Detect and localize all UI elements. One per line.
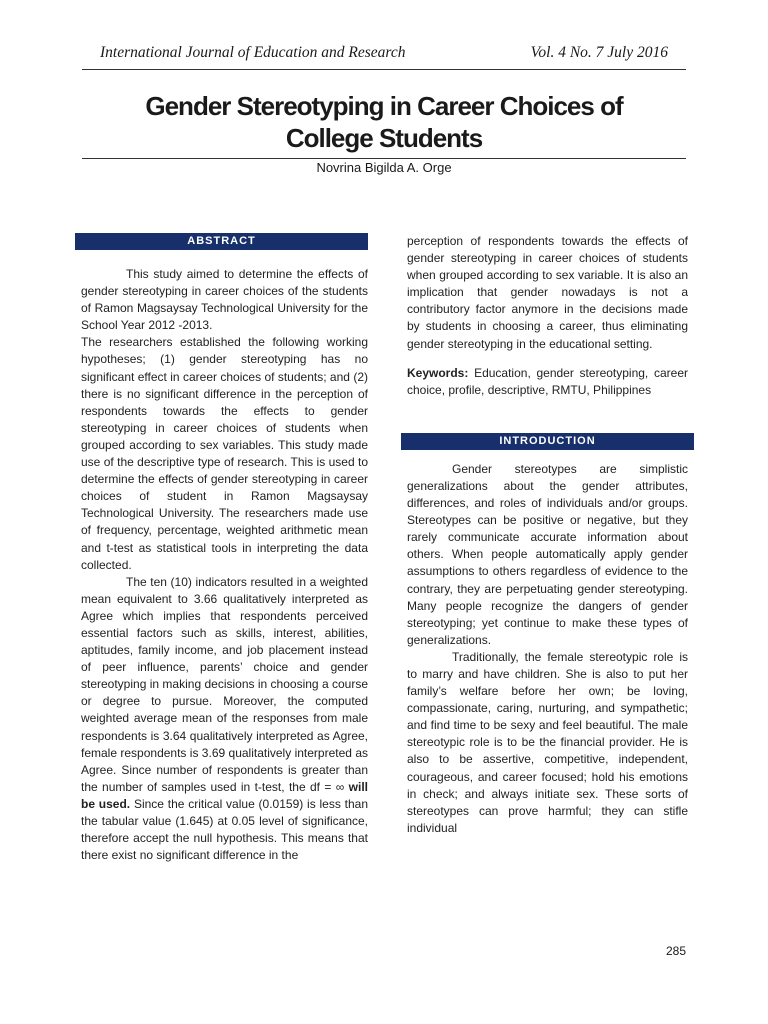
running-header (100, 44, 668, 62)
left-column (75, 233, 368, 864)
abstract-paragraph-2: The researchers established the following working hypotheses; (1) gender stereotyping has no significant effect in career choices of students; and (2) there is no significant difference in the perception of respondents towards the effects to gender stereotyping in career choices of students when grouped according to sex variables. This study made use of the descriptive type of research. This is used to determine the effects of gender stereotyping in career choices of student in Ramon Magsaysay Technological University. The researchers made use of frequency, percentage, weighted arithmetic mean and t-test as statistical tools in interpreting the data collected. (81, 335, 368, 572)
introduction-paragraph-2: Traditionally, the female stereotypic role is to marry and have children. She is also to put her family’s welfare before her own; be loving, compassionate, caring, nurturing, and sympathetic; and find time to be sexy and feel beautiful. The male stereotypic role is to be the financial provider. He is also to be assertive, competitive, independent, courageous, and career focused; hold his emotions in check; and always initiate sex. These sorts of stereotypes can prove harmful; they can stifle individual (407, 649, 688, 835)
keywords-label: Keywords: (407, 365, 469, 380)
abstract-paragraph-4: perception of respondents towards the effects of gender stereotyping in career choices of students when grouped according to sex variable. It is also an implication that gender nowadays is not a contributory factor anymore in the decisions made by students in choosing a career, thus eliminating gender stereotyping in the educational setting. (407, 234, 688, 351)
introduction-heading: INTRODUCTION (401, 433, 694, 450)
abstract-paragraph-1: This study aimed to determine the effects of gender stereotyping in career choices of the students of Ramon Magsaysay Technological University for the School Year 2012 -2013. (81, 267, 368, 333)
right-column (401, 233, 694, 837)
keywords (401, 365, 694, 399)
abstract-heading: ABSTRACT (75, 233, 368, 250)
author-name: Novrina Bigilda A. Orge (316, 160, 452, 175)
introduction-paragraph-1: Gender stereotypes are simplistic generalizations about the gender attributes, differences, and roles of individuals and/or groups. Stereotypes can be positive or negative, but they rarely communicate accurate information about others. When people automatically apply gender assumptions to others regardless of evidence to the contrary, they are perpetuating gender stereotyping. Many people recognize the dangers of gender stereotyping; yet continue to make these types of generalizations. (407, 461, 688, 647)
abstract-p3-text-b: Since the critical value (0.0159) is less than the tabular value (1.645) at 0.05 level of significance, therefore accept the null hypothesis. This means that there exist no significant difference in the (81, 796, 368, 863)
abstract-p3-bold: will be used. (81, 779, 368, 811)
title-line-1: Gender Stereotyping in Career Choices of (145, 91, 623, 121)
journal-name: International Journal of Education and Research (100, 44, 406, 61)
abstract-paragraph-3 (75, 574, 368, 865)
keywords-text: Education, gender stereotyping, career choice, profile, descriptive, RMTU, Philippines (407, 365, 688, 397)
abstract-p3-text-a: The ten (10) indicators resulted in a weighted mean equivalent to 3.66 qualitatively interpreted as Agree which implies that respondents perceived essential factors such as skills, interest, abilities, aptitudes, family income, and job placement instead of peer influence, parents’ choice and gender stereotyping in making decisions in choosing a course or degree to pursue. Moreover, the computed weighted average mean of the responses from male respondents is 3.64 qualitatively interpreted as Agree, female respondents is 3.69 qualitatively interpreted as Agree. Since number of respondents is greater than the number of samples used in t-test, the df = ∞ (81, 574, 368, 794)
header-rule (82, 69, 686, 70)
title-rule (82, 158, 686, 159)
article-title (60, 90, 708, 154)
page-number: 285 (665, 944, 686, 958)
title-line-2: College Students (285, 123, 483, 153)
volume-info: Vol. 4 No. 7 July 2016 (530, 44, 668, 61)
